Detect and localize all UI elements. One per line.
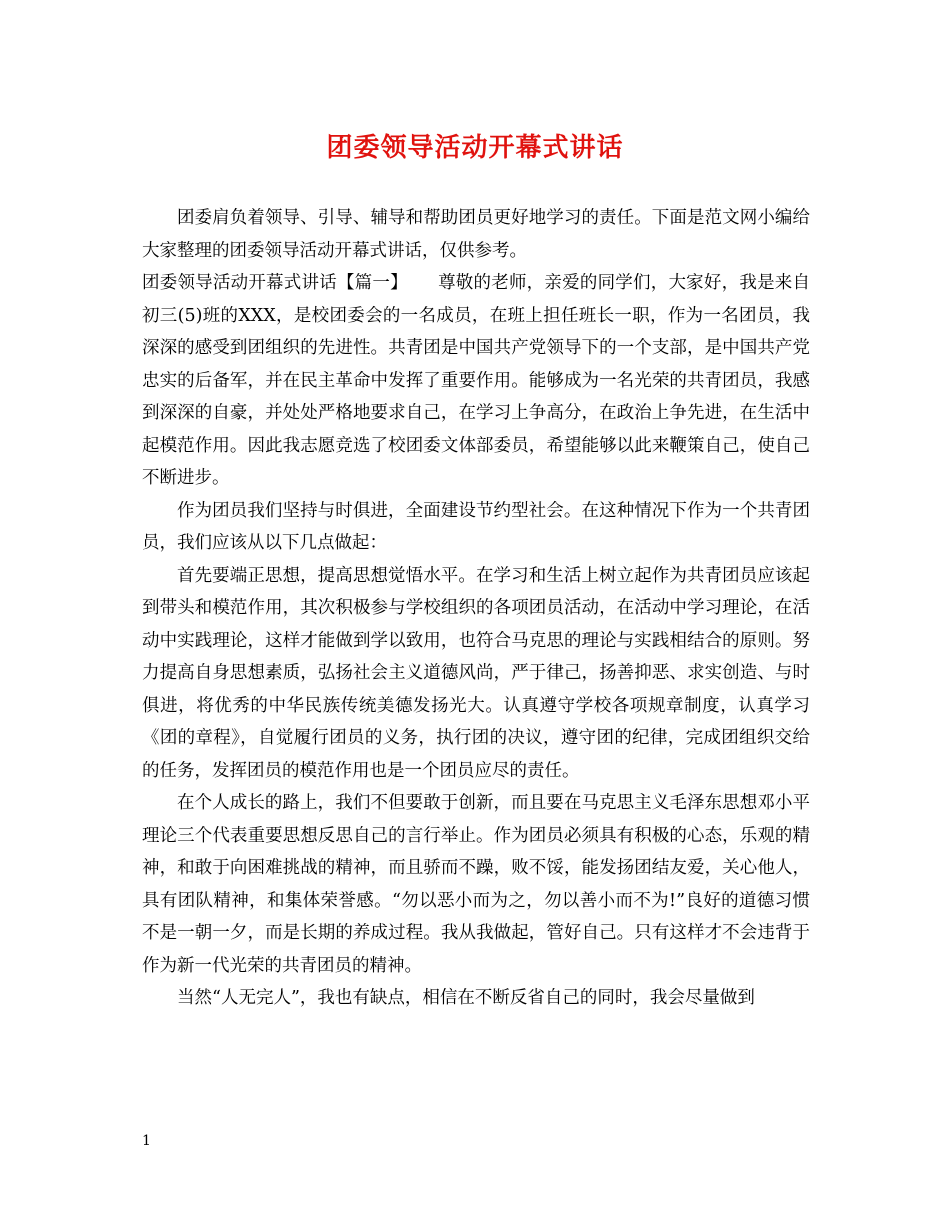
section-opening-text: 尊敬的老师，亲爱的同学们，大家好，我是来自初三(5)班的XXX，是校团委会的一名成员，在班上担任班长一职，作为一名团员，我深深的感受到团组织的先进性。共青团是中国共产党领导下的一个支部，是中国共产党忠实的后备军，并在民主革命中发挥了重要作用。能够成为一名光荣的共青团员，我感到深深的自豪，并处处严格地要求自己，在学习上争高分，在政治上争先进，在生活中起模范作用。因此我志愿竞选了校团委文体部委员，希望能够以此来鞭策自己，使自己不断进步。 xyxy=(142,273,811,488)
body-paragraph: 首先要端正思想，提高思想觉悟水平。在学习和生活上树立起作为共青团员应该起到带头和模范作用，其次积极参与学校组织的各项团员活动，在活动中学习理论，在活动中实践理论，这样才能做到学以致用，也符合马克思的理论与实践相结合的原则。努力提高自身思想素质，弘扬社会主义道德风尚，严于律己，扬善抑恶、求实创造、与时俱进，将优秀的中华民族传统美德发扬光大。认真遵守学校各项规章制度，认真学习《团的章程》，自觉履行团员的义务，执行团的决议，遵守团的纪律，完成团组织交给的任务，发挥团员的模范作用也是一个团员应尽的责任。 xyxy=(142,565,810,781)
section-paragraph xyxy=(142,267,810,495)
body-paragraph: 作为团员我们坚持与时俱进，全面建设节约型社会。在这种情况下作为一个共青团员，我们应该从以下几点做起： xyxy=(142,500,810,553)
section-heading: 团委领导活动开幕式讲话【篇一】 xyxy=(142,273,408,293)
page-number: 1 xyxy=(142,1133,151,1149)
body-paragraph: 当然“人无完人”，我也有缺点，相信在不断反省自己的同时，我会尽量做到 xyxy=(177,988,755,1008)
intro-paragraph: 团委肩负着领导、引导、辅导和帮助团员更好地学习的责任。下面是范文网小编给大家整理的团委领导活动开幕式讲话，仅供参考。 xyxy=(142,208,810,261)
body-paragraph: 在个人成长的路上，我们不但要敢于创新，而且要在马克思主义毛泽东思想邓小平理论三个代表重要思想反思自己的言行举止。作为团员必须具有积极的心态，乐观的精神，和敢于向困难挑战的精神，而且骄而不躁，败不馁，能发扬团结友爱，关心他人，具有团队精神，和集体荣誉感。“勿以恶小而为之，勿以善小而不为!”良好的道德习惯不是一朝一夕，而是长期的养成过程。我从我做起，管好自己。只有这样才不会违背于作为新一代光荣的共青团员的精神。 xyxy=(142,793,810,976)
document-title: 团委领导活动开幕式讲话 xyxy=(326,133,624,163)
document-body xyxy=(142,202,810,1015)
